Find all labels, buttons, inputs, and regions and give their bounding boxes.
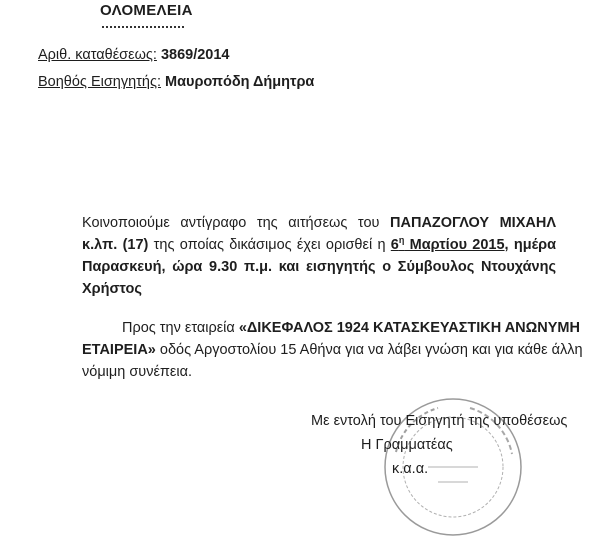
signature-on-behalf: κ.α.α. [392, 461, 429, 477]
notice-line-1: Κοινοποιούμε αντίγραφο της αιτήσεως του ΠΑΠΑΖΟΓΛΟΥ ΜΙΧΑΗΛ [82, 215, 556, 231]
recipient-line-1: Προς την εταιρεία «ΔΙΚΕΦΑΛΟΣ 1924 ΚΑΤΑΣΚΕΥΑΣΤΙΚΗ ΑΝΩΝΥΜΗ [122, 320, 580, 336]
assistant-rapporteur-value: Μαυροπόδη Δήμητρα [165, 74, 315, 90]
notice-line-4: Χρήστος [82, 281, 142, 297]
title-underline [102, 26, 184, 28]
assistant-rapporteur-label: Βοηθός Εισηγητής: [38, 74, 161, 90]
notice-line-3: Παρασκευή, ώρα 9.30 π.μ. και εισηγητής ο Σύμβουλος Ντουχάνης [82, 259, 556, 275]
signature-clerk-title: Η Γραμματέας [361, 437, 453, 453]
notice-line-2: κ.λπ. (17) της οποίας δικάσιμος έχει ορισθεί η $6^\eta$ Μαρτίου 2015, ημέρα [82, 235, 557, 253]
recipient-line-3: νόμιμη συνέπεια. [82, 364, 193, 380]
recipient-line-2: ΕΤΑΙΡΕΙΑ» οδός Αργοστολίου 15 Αθήνα για να λάβει γνώση και για κάθε άλλη [82, 342, 583, 358]
recipient-paragraph [82, 317, 583, 383]
company-name: «ΔΙΚΕΦΑΛΟΣ 1924 ΚΑΤΑΣΚΕΥΑΣΤΙΚΗ ΑΝΩΝΥΜΗ [238, 320, 580, 336]
filing-number-value: 3869/2014 [160, 47, 230, 63]
filing-number-line [38, 47, 229, 63]
assistant-rapporteur-line [38, 74, 314, 90]
page-title: ΟΛΟΜΕΛΕΙΑ [100, 2, 193, 19]
applicant-name: ΠΑΠΑΖΟΓΛΟΥ ΜΙΧΑΗΛ [390, 215, 556, 231]
hearing-date: $6^\eta$ Μαρτίου 2015 [390, 235, 505, 253]
filing-number-label: Αριθ. καταθέσεως: [38, 47, 157, 63]
notice-paragraph [82, 212, 556, 300]
signature-line-1: Με εντολή του Εισηγητή της υποθέσεως [311, 413, 568, 429]
